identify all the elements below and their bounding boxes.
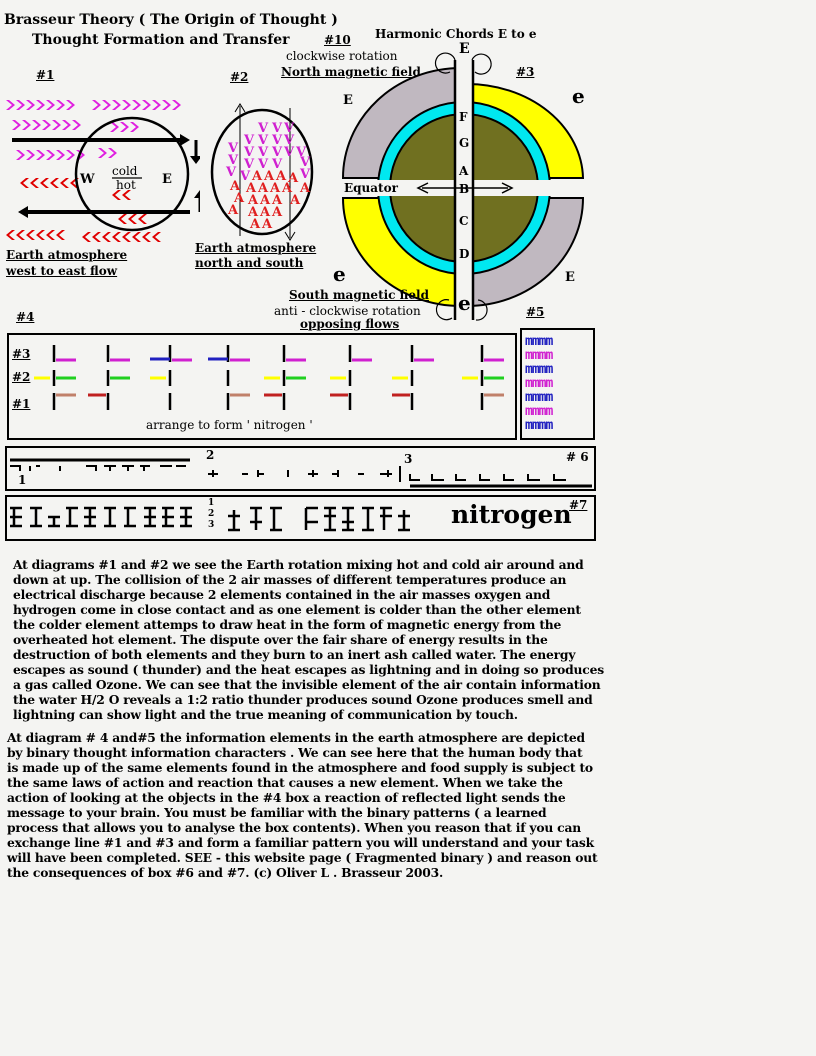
paragraph-line: process that allows you to analyse the box contents). When you reason that if you can <box>7 820 581 835</box>
paragraph-line: is made up of the same elements found in the atmosphere and food supply is subject to <box>7 760 593 775</box>
paragraph-line: by binary thought information characters . We can see here that the human body that <box>7 745 583 760</box>
a-letter: A <box>260 193 271 208</box>
diagram7-pattern <box>5 495 445 541</box>
diagram1-caption2: west to east flow <box>6 264 118 278</box>
paragraph-line: escapes as sound ( thunder) and the heat escapes as lightning and in doing so produces <box>13 662 604 677</box>
a-letter: A <box>270 181 281 196</box>
v-letter: V <box>284 121 295 136</box>
m-row: mmmm <box>525 390 553 405</box>
north-field-label: North magnetic field <box>281 65 421 79</box>
paragraph-line: will have been completed. SEE - this website page ( Fragmented binary ) and reason out <box>7 850 598 865</box>
m-row: mmmm <box>525 348 553 363</box>
v-letter: V <box>228 141 239 156</box>
letter-E-top: E <box>459 41 470 57</box>
a-letter: A <box>260 205 271 220</box>
clockwise-label: clockwise rotation <box>286 49 398 63</box>
hot-label: hot <box>116 178 136 192</box>
a-letter: A <box>252 169 263 184</box>
harmonic-chords-label: Harmonic Chords E to e <box>375 27 537 41</box>
paragraph-line: At diagrams #1 and #2 we see the Earth rotation mixing hot and cold air around and <box>13 557 584 572</box>
paragraph-line: message to your brain. You must be familiar with the binary patterns ( a learned <box>7 805 547 820</box>
diagram2-graphic <box>205 95 325 245</box>
diagram7-numbers <box>208 498 214 531</box>
row1-label: #1 <box>12 397 31 411</box>
v-letter: V <box>272 133 283 148</box>
v-letter: V <box>240 169 251 184</box>
paragraph-line: down at up. The collision of the 2 air masses of different temperatures produce an <box>13 572 567 587</box>
paragraph-1 <box>13 557 604 722</box>
paragraph-line: the colder element attemps to draw heat in the form of magnetic energy from the <box>13 617 562 632</box>
a-letter: A <box>258 181 269 196</box>
a-letter: A <box>264 169 275 184</box>
v-letter: V <box>272 145 283 160</box>
a-letter: A <box>228 203 239 218</box>
paragraph-line: a gas called Ozone. We can see that the invisible element of the air contain information <box>13 677 601 692</box>
a-letter: A <box>272 193 283 208</box>
a-letter: A <box>246 181 257 196</box>
paragraph-line: exchange line #1 and #3 and form a familiar pattern you will understand and your task <box>7 835 594 850</box>
diagram5-rows <box>525 335 552 433</box>
diagram4-bars <box>30 340 510 420</box>
letter-E-right: E <box>565 270 575 285</box>
a-letter: A <box>234 191 245 206</box>
a-letter: A <box>290 193 301 208</box>
paragraph-line: destruction of both elements and they burn to an inert ash called water. The energy <box>13 647 576 662</box>
a-letter: A <box>248 205 259 220</box>
paragraph-line: action of looking at the objects in the #4 box a reaction of reflected light sends the <box>7 790 566 805</box>
a-letter: A <box>250 217 261 232</box>
diagram4-label: #4 <box>16 310 35 324</box>
diagram3-label: #3 <box>516 65 535 79</box>
a-letter: A <box>282 181 293 196</box>
a-letter: A <box>300 181 311 196</box>
diagram1-caption1: Earth atmosphere <box>6 248 128 262</box>
m-row: mmmm <box>525 418 553 433</box>
row2-label: #2 <box>12 370 31 384</box>
v-letter: V <box>296 145 307 160</box>
diagram2-caption1: Earth atmosphere <box>195 241 317 255</box>
paragraph-line: At diagram # 4 and#5 the information elements in the earth atmosphere are depicted <box>7 730 585 745</box>
paragraph-line: overheated hot element. The dispute over the fair share of energy results in the <box>13 632 548 647</box>
diagram5-label: #5 <box>526 305 545 319</box>
diagram7-label: #7 <box>569 498 588 512</box>
west-letter: W <box>80 172 95 187</box>
cold-label: cold <box>112 164 138 178</box>
diagram1-graphic <box>0 90 200 250</box>
a-letter: A <box>262 217 273 232</box>
diagram2-caption2: north and south <box>195 256 304 270</box>
paragraph-line: the consequences of box #6 and #7. (c) Oliver L . Brasseur 2003. <box>7 865 444 880</box>
m-row: mmmm <box>525 334 553 349</box>
diagram4-caption: arrange to form ' nitrogen ' <box>146 418 313 432</box>
a-letter: A <box>248 193 259 208</box>
note-A: A <box>459 164 469 178</box>
diagram1-label: #1 <box>36 68 55 82</box>
v-letter: V <box>258 121 269 136</box>
v-letter: V <box>300 155 311 170</box>
v-letter: V <box>226 165 237 180</box>
opposing-flows-label: opposing flows <box>300 317 400 331</box>
paragraph-2 <box>7 730 597 880</box>
a-letter: A <box>288 171 299 186</box>
row3-label: #3 <box>12 347 31 361</box>
paragraph-line: hydrogen come in close contact and as one element is colder than the other element <box>13 602 581 617</box>
diagram7-n2: 2 <box>208 509 215 519</box>
v-letter: V <box>244 133 255 148</box>
note-F: F <box>459 110 468 124</box>
east-letter: E <box>162 172 172 187</box>
diagram7-n3: 3 <box>208 520 215 530</box>
subtitle-number: #10 <box>324 33 351 47</box>
m-row: mmmm <box>525 404 553 419</box>
a-letter: A <box>272 205 283 220</box>
m-row: mmmm <box>525 362 553 377</box>
a-letter: A <box>230 179 241 194</box>
m-row: mmmm <box>525 376 553 391</box>
page-subtitle: Thought Formation and Transfer <box>32 32 290 48</box>
letter-e-bottom: e <box>458 291 471 315</box>
note-B: B <box>459 182 470 196</box>
v-letter: V <box>284 133 295 148</box>
pink-chevrons <box>6 100 181 160</box>
v-letter: V <box>258 145 269 160</box>
note-C: C <box>459 214 469 228</box>
v-letter: V <box>228 153 239 168</box>
diagram7-n1: 1 <box>208 498 215 508</box>
v-letter: V <box>272 121 283 136</box>
diagram6-n1: 1 <box>18 473 27 487</box>
v-letter: V <box>258 133 269 148</box>
v-letter: V <box>284 145 295 160</box>
note-G: G <box>459 136 470 150</box>
diagram6-pattern <box>5 446 596 491</box>
equator-label: Equator <box>344 181 398 195</box>
anticlockwise-label: anti - clockwise rotation <box>274 304 421 318</box>
paragraph-line: the same laws of action and reaction that causes a new element. When we take the <box>7 775 563 790</box>
paragraph-line: electrical discharge because 2 elements contained in the air masses oxygen and <box>13 587 551 602</box>
note-D: D <box>459 247 470 261</box>
nitrogen-word: nitrogen <box>451 500 572 529</box>
v-letter: V <box>272 157 283 172</box>
v-letter: V <box>300 167 311 182</box>
letter-e-right: e <box>572 84 585 108</box>
diagram6-n3: 3 <box>404 452 413 466</box>
a-letter: A <box>276 169 287 184</box>
v-letter: V <box>258 157 269 172</box>
paragraph-line: the water H/2 O reveals a 1:2 ratio thunder produces sound Ozone produces smell and <box>13 692 593 707</box>
v-letter: V <box>244 145 255 160</box>
letter-E-left: E <box>343 93 353 108</box>
diagram6-n2: 2 <box>206 448 215 462</box>
diagram2-label: #2 <box>230 70 249 84</box>
page-title: Brasseur Theory ( The Origin of Thought ) <box>4 12 338 28</box>
diagram6-label: # 6 <box>566 450 589 464</box>
v-letter: V <box>244 157 255 172</box>
south-field-label: South magnetic field <box>289 288 429 302</box>
paragraph-line: lightning can show light and the true meaning of communication by touch. <box>13 707 518 722</box>
letter-e-left: e <box>333 262 346 286</box>
